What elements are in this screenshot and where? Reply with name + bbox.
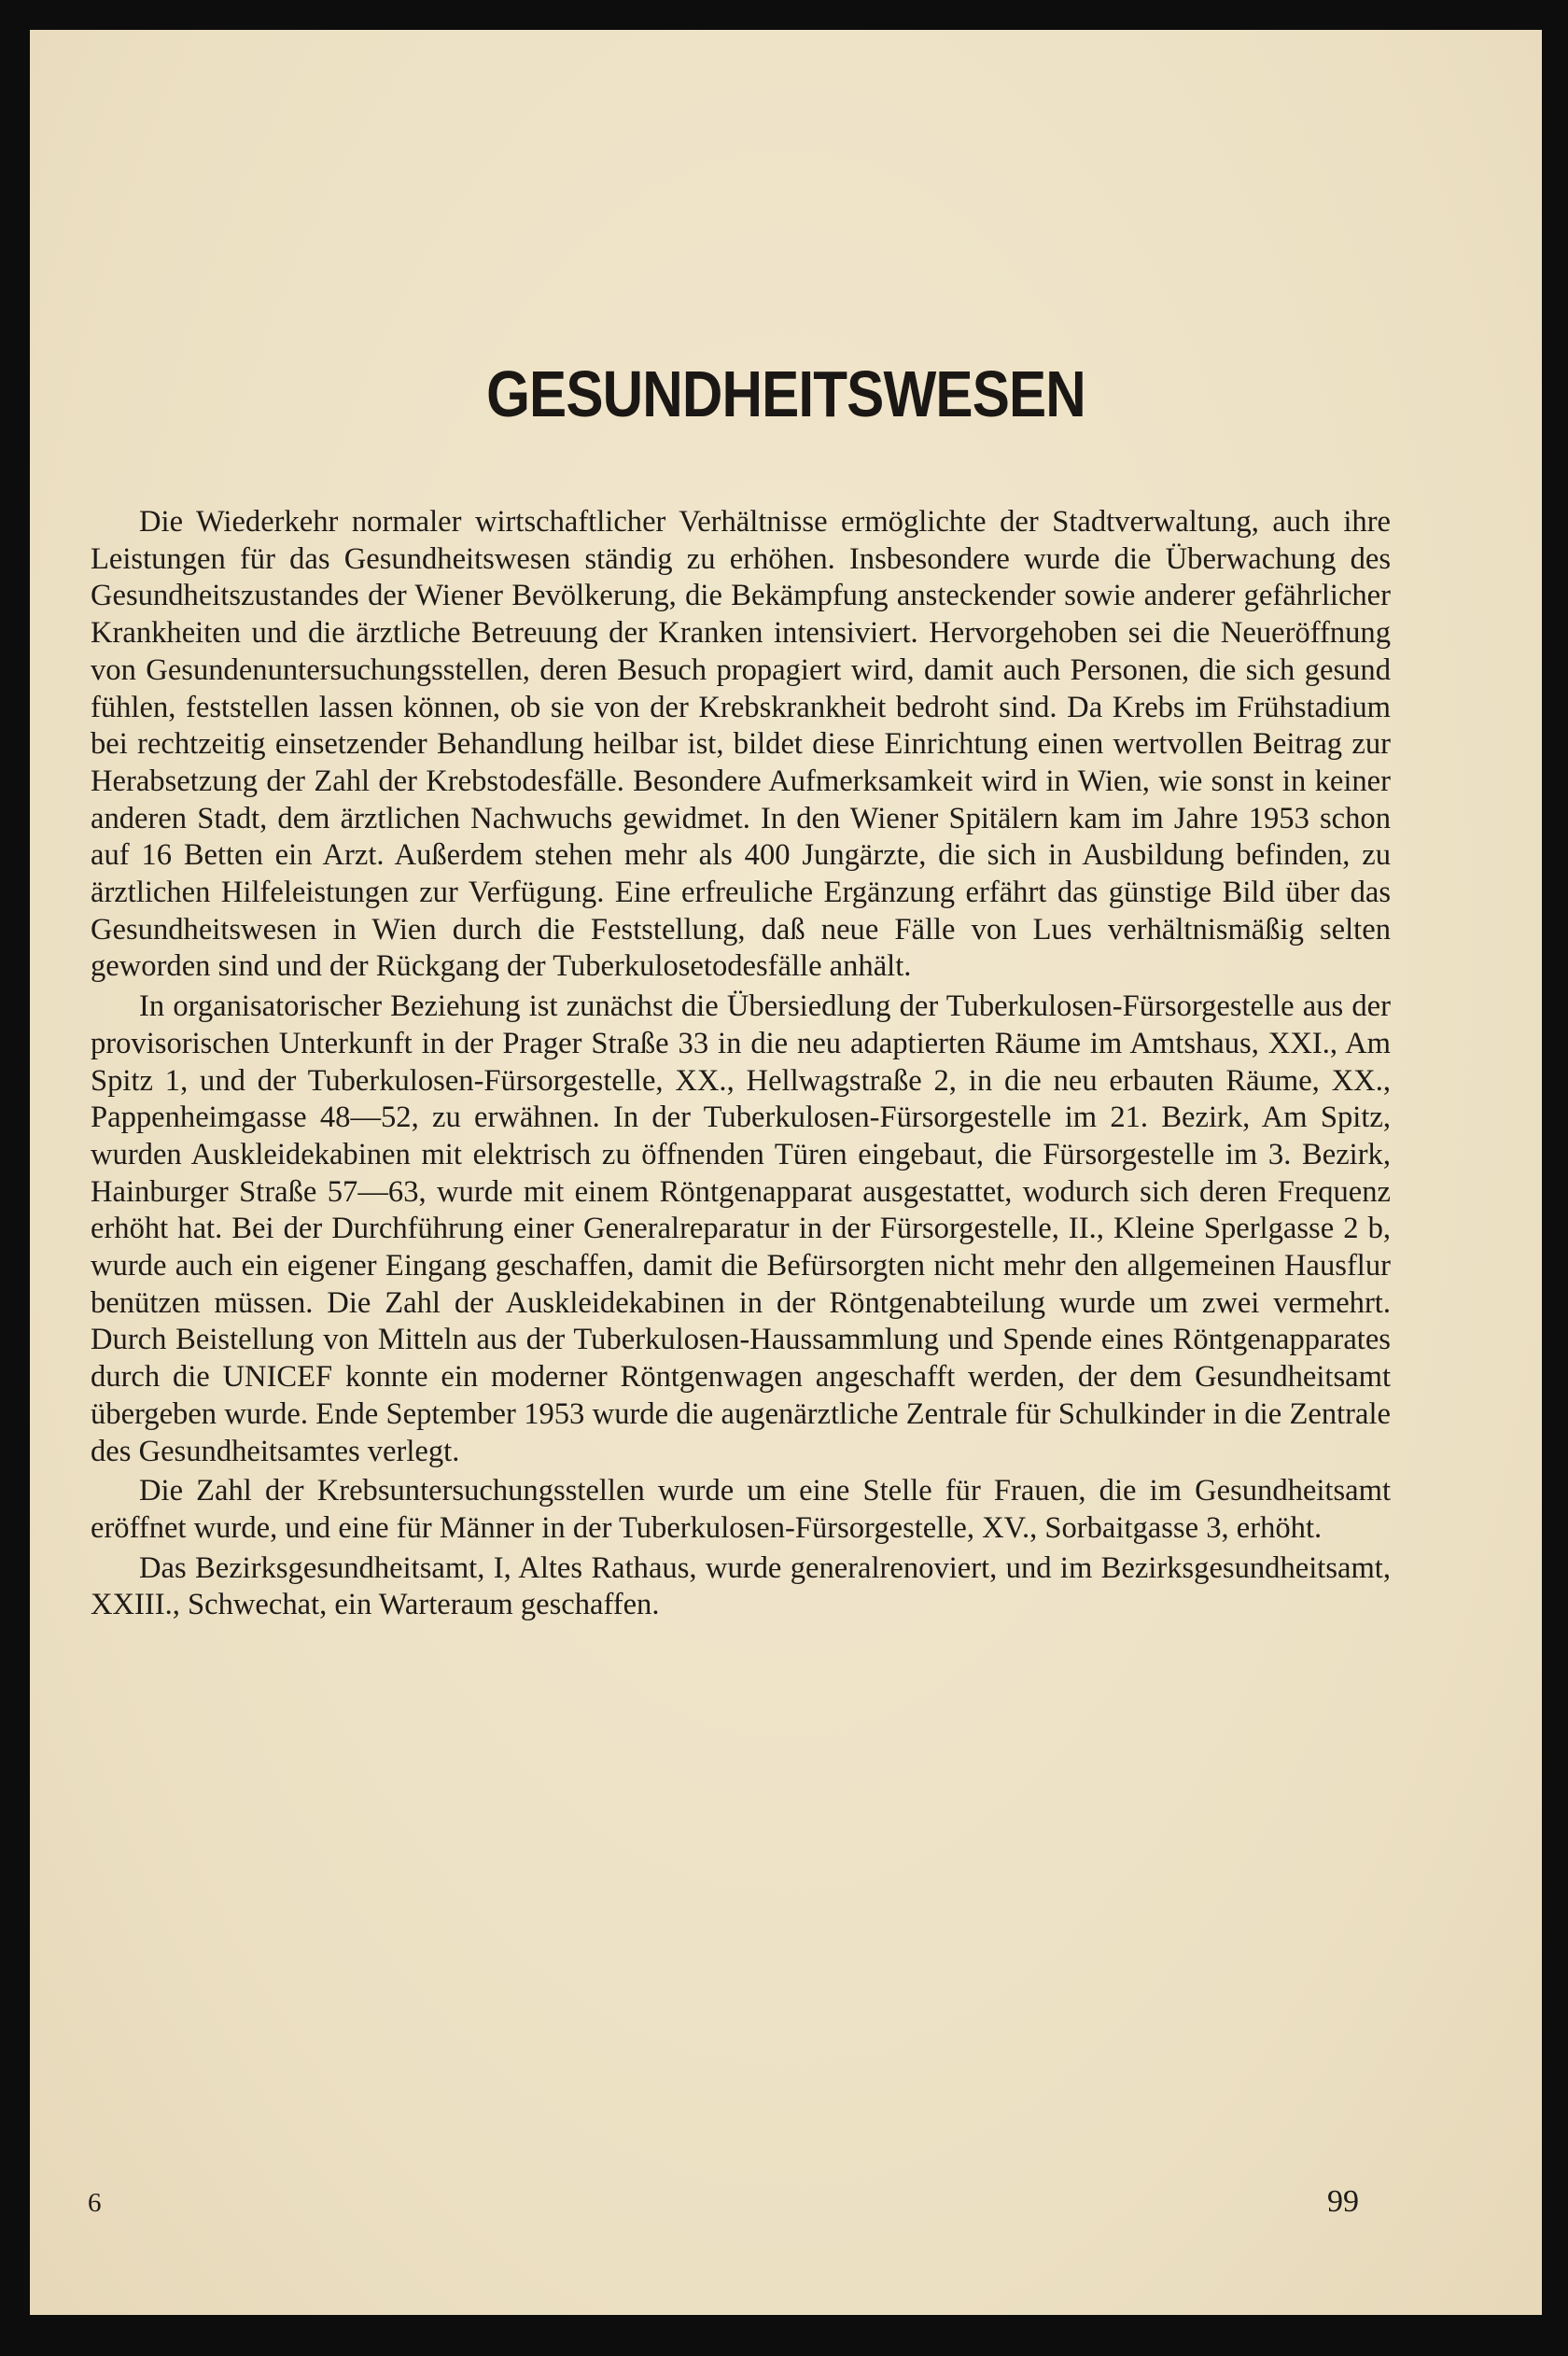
- paragraph-4: Das Bezirksgesundheitsamt, I, Altes Rathaus, wurde generalrenoviert, und im Bezirksgesundheitsamt, XXIII., Schwechat, ein Warteraum geschaffen.: [91, 1550, 1391, 1622]
- paragraph-1: Die Wiederkehr normaler wirtschaftlicher Verhältnisse ermöglichte der Stadtverwaltung, auch ihre Leistungen für das Gesundheitswesen ständig zu erhöhen. Insbesondere wurde die Überwachung des Gesundheitszustandes der Wiener Bevölkerung, die Bekämpfung ansteckender sowie anderer gefährlicher Krankheiten und die ärztliche Betreuung der Kranken intensiviert. Hervorgehoben sei die Neueröffnung von Gesundenuntersuchungsstellen, deren Besuch propagiert wird, damit auch Personen, die sich gesund fühlen, feststellen lassen können, ob sie von der Krebskrankheit bedroht sind. Da Krebs im Frühstadium bei rechtzeitig einsetzender Behandlung heilbar ist, bildet diese Einrichtung einen wertvollen Beitrag zur Herabsetzung der Zahl der Krebstodesfälle. Besondere Aufmerksamkeit wird in Wien, wie sonst in keiner anderen Stadt, dem ärztlichen Nachwuchs gewidmet. In den Wiener Spitälern kam im Jahre 1953 schon auf 16 Betten ein Arzt. Außerdem stehen mehr als 400 Jungärzte, die sich in Ausbildung befinden, zu ärztlichen Hilfeleistungen zur Verfügung. Eine erfreuliche Ergänzung erfährt das günstige Bild über das Gesundheitswesen in Wien durch die Feststellung, daß neue Fälle von Lues verhältnismäßig selten geworden sind und der Rückgang der Tuberkulosetodesfälle anhält.: [91, 505, 1391, 984]
- page-number: 99: [1327, 2184, 1359, 2219]
- page-title: GESUNDHEITSWESEN: [486, 358, 1085, 430]
- signature-mark: 6: [88, 2188, 102, 2218]
- paragraph-3: Die Zahl der Krebsuntersuchungsstellen wurde um eine Stelle für Frauen, die im Gesundheitsamt eröffnet wurde, und eine für Männer in der Tuberkulosen-Fürsorgestelle, XV., Sorbaitgasse 3, erhöht.: [91, 1474, 1391, 1545]
- body-text: [91, 504, 1391, 1624]
- document-page: [30, 30, 1542, 2315]
- paragraph-2: In organisatorischer Beziehung ist zunächst die Übersiedlung der Tuberkulosen-Fürsorgestelle aus der provisorischen Unterkunft in der Prager Straße 33 in die neu adaptierten Räume im Amtshaus, XXI., Am Spitz 1, und der Tuberkulosen-Fürsorgestelle, XX., Hellwagstraße 2, in die neu erbauten Räume, XX., Pappenheimgasse 48—52, zu erwähnen. In der Tuberkulosen-Fürsorgestelle im 21. Bezirk, Am Spitz, wurden Auskleidekabinen mit elektrisch zu öffnenden Türen eingebaut, die Fürsorgestelle im 3. Bezirk, Hainburger Straße 57—63, wurde mit einem Röntgenapparat ausgestattet, wodurch sich deren Frequenz erhöht hat. Bei der Durchführung einer Generalreparatur in der Fürsorgestelle, II., Kleine Sperlgasse 2 b, wurde auch ein eigener Eingang geschaffen, damit die Befürsorgten nicht mehr den allgemeinen Hausflur benützen müssen. Die Zahl der Auskleidekabinen in der Röntgenabteilung wurde um zwei vermehrt. Durch Beistellung von Mitteln aus der Tuberkulosen-Haussammlung und Spende eines Röntgenapparates durch die UNICEF konnte ein moderner Röntgenwagen angeschafft werden, der dem Gesundheitsamt übergeben wurde. Ende September 1953 wurde die augenärztliche Zentrale für Schulkinder in die Zentrale des Gesundheitsamtes verlegt.: [91, 989, 1391, 1468]
